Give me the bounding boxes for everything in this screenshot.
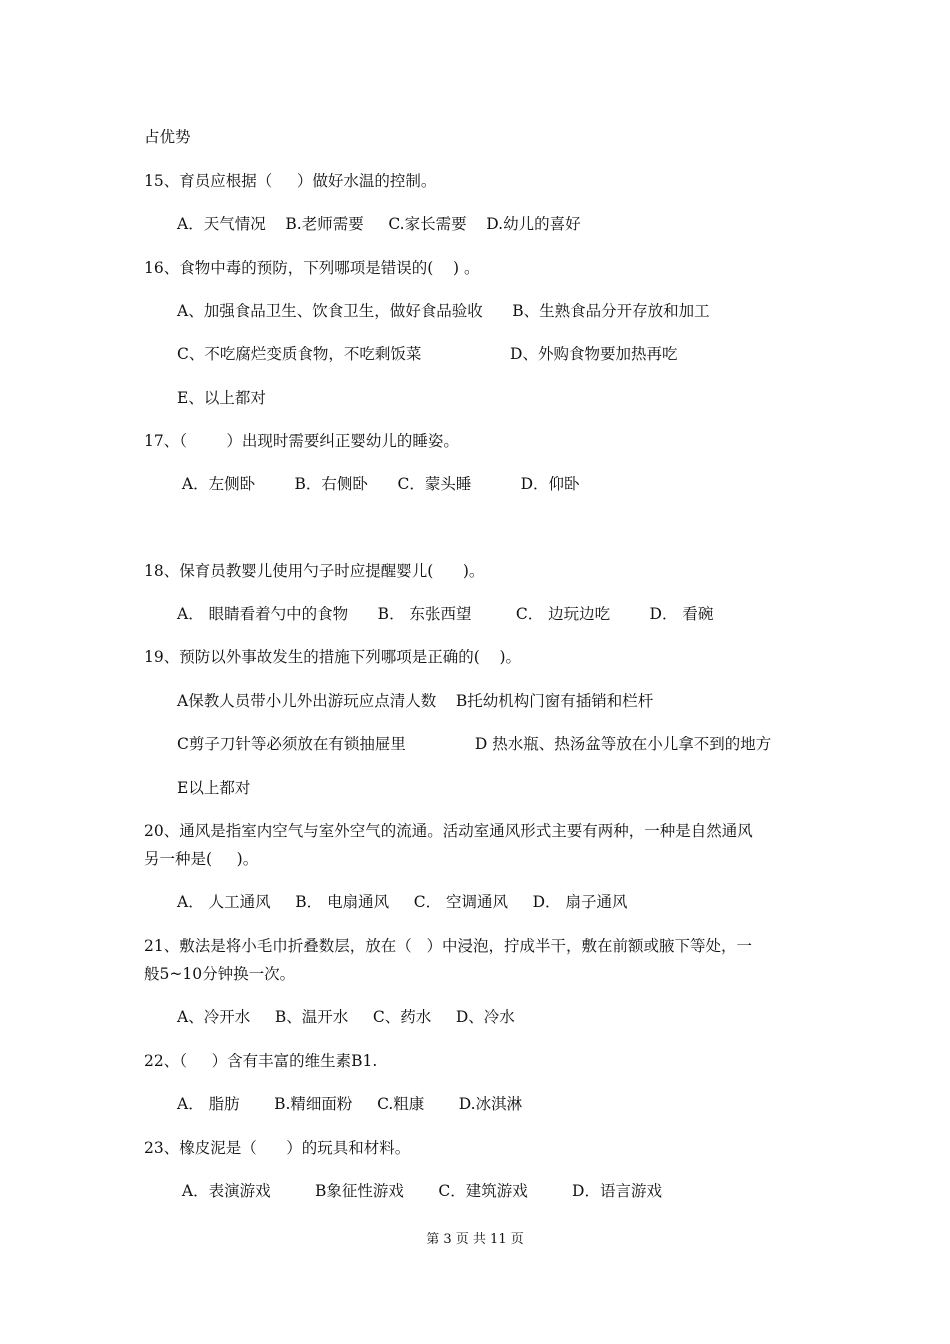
question-19-options-ab: A保教人员带小儿外出游玩应点清人数 B托幼机构门窗有插销和栏杆 <box>177 692 654 710</box>
question-19-options-cd: C剪子刀针等必须放在有锁抽屉里 D 热水瓶、热汤盆等放在小儿拿不到的地方 <box>177 735 772 753</box>
question-22: 22、（ ）含有丰富的维生素B1. <box>144 1052 378 1070</box>
question-23-options: A．表演游戏 B象征性游戏 C．建筑游戏 D．语言游戏 <box>177 1182 662 1200</box>
question-16-option-e: E、以上都对 <box>177 389 266 407</box>
question-17-options: A．左侧卧 B．右侧卧 C．蒙头睡 D．仰卧 <box>177 475 580 493</box>
question-15: 15、育员应根据（ ）做好水温的控制。 <box>144 172 437 190</box>
question-16-options-cd: C、不吃腐烂变质食物，不吃剩饭菜 D、外购食物要加热再吃 <box>177 345 678 363</box>
question-23: 23、橡皮泥是（ ）的玩具和材料。 <box>144 1139 411 1157</box>
question-21-line-1: 21、敷法是将小毛巾折叠数层，放在（ ）中浸泡，拧成半干，敷在前额或腋下等处，一 <box>144 937 753 955</box>
question-21-line-2: 般5~10分钟换一次。 <box>144 965 296 983</box>
question-19-option-e: E以上都对 <box>177 779 251 797</box>
question-20-options: A． 人工通风 B． 电扇通风 C． 空调通风 D． 扇子通风 <box>177 893 628 911</box>
question-22-options: A． 脂肪 B.精细面粉 C.粗康 D.冰淇淋 <box>177 1095 523 1113</box>
question-16-options-ab: A、加强食品卫生、饮食卫生，做好食品验收 B、生熟食品分开存放和加工 <box>177 302 710 320</box>
question-16: 16、食物中毒的预防，下列哪项是错误的( ) 。 <box>144 259 480 277</box>
question-18-options: A． 眼睛看着勺中的食物 B． 东张西望 C． 边玩边吃 D． 看碗 <box>177 605 714 623</box>
question-20-line-1: 20、通风是指室内空气与室外空气的流通。活动室通风形式主要有两种，一种是自然通风 <box>144 822 753 840</box>
question-21-options: A、冷开水 B、温开水 C、药水 D、冷水 <box>177 1008 515 1026</box>
question-17: 17、（ ）出现时需要纠正婴幼儿的睡姿。 <box>144 432 459 450</box>
question-20-line-2: 另一种是( )。 <box>144 850 259 868</box>
text-line-continuation: 占优势 <box>144 128 191 146</box>
question-19: 19、预防以外事故发生的措施下列哪项是正确的( )。 <box>144 648 522 666</box>
question-18: 18、保育员教婴儿使用勺子时应提醒婴儿( )。 <box>144 562 485 580</box>
page-footer: 第 3 页 共 11 页 <box>426 1232 524 1247</box>
question-15-options: A．天气情况 B.老师需要 C.家长需要 D.幼儿的喜好 <box>177 215 581 233</box>
